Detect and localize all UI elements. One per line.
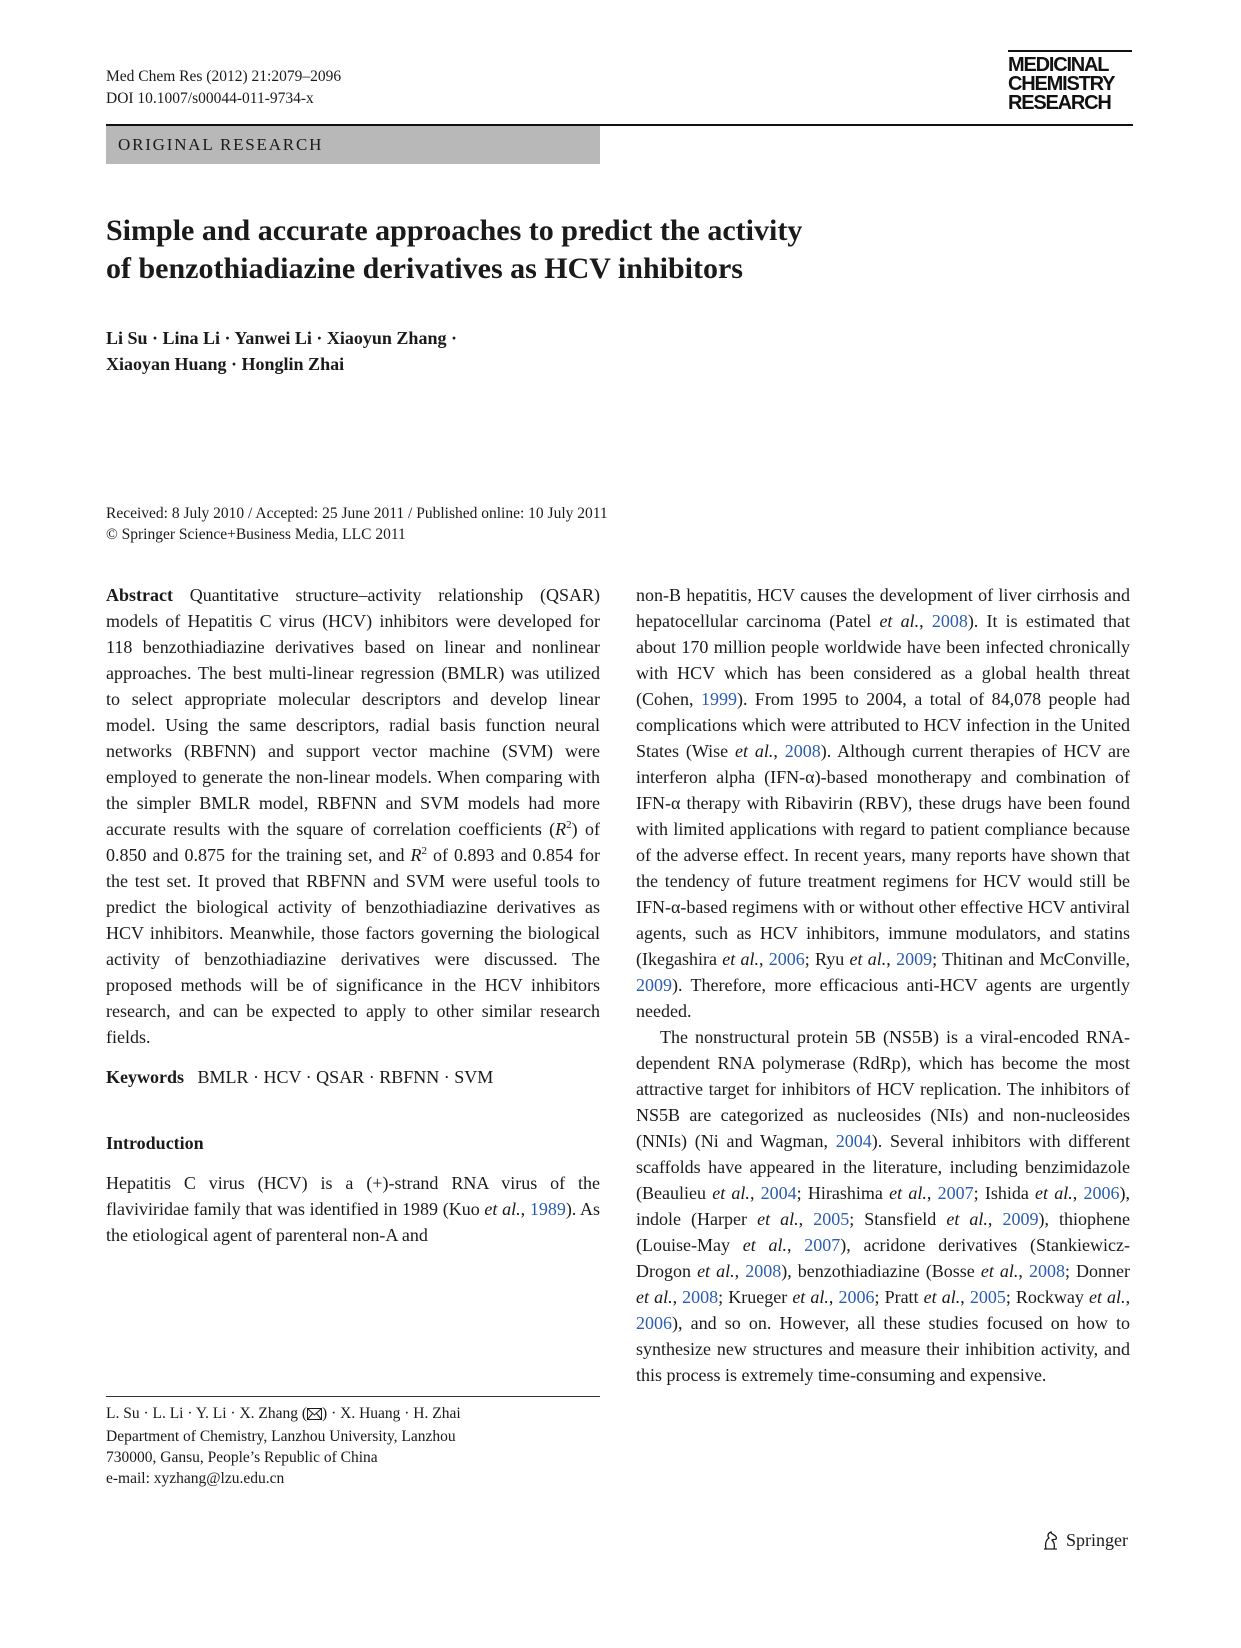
citation-link-pratt[interactable]: 2005 bbox=[969, 1287, 1006, 1307]
introduction-heading: Introduction bbox=[106, 1133, 204, 1153]
footnote-email: e-mail: xyzhang@lzu.edu.cn bbox=[106, 1470, 285, 1487]
rc-p2-j: ; Donner bbox=[1064, 1261, 1131, 1281]
abstract-text-c: of 0.893 and 0.854 for the test set. It proved that RBFNN and SVM were useful tools to predict the biological activity of benzothiadiazine derivatives as HCV inhibitors. Meanwhile, those factors governing the biological activity of benzothiadiazine derivatives were discussed. The proposed methods will be of significance in the HCV inhibitors research, and can be expected to apply to other similar research fields. bbox=[106, 845, 600, 1047]
authors-line-2: Xiaoyan Huang · Honglin Zhai bbox=[106, 354, 345, 374]
footnote-department: Department of Chemistry, Lanzhou University, Lanzhou bbox=[106, 1428, 456, 1445]
etal-14: et al. bbox=[792, 1287, 829, 1307]
logo-line-2: CHEMISTRY bbox=[1008, 73, 1115, 95]
introduction-paragraph: Hepatitis C virus (HCV) is a (+)-strand RNA virus of the flaviviridae family that was identified in 1989 (Kuo et al., 1989). As the etiological agent of parenteral non-A and bbox=[106, 1173, 601, 1245]
etal-3: et al. bbox=[722, 949, 759, 969]
rc-p2-h: ), acridone derivatives (Stankiewicz-Drogon bbox=[636, 1235, 1130, 1281]
logo-line-1: MEDICINAL bbox=[1008, 54, 1109, 76]
citation-link-krueger[interactable]: 2006 bbox=[838, 1287, 875, 1307]
citation-link-kuo[interactable]: 1989 bbox=[529, 1199, 566, 1219]
etal-4: et al. bbox=[849, 949, 887, 969]
citation-link-wise[interactable]: 2008 bbox=[784, 741, 821, 761]
section-label: ORIGINAL RESEARCH bbox=[106, 126, 600, 164]
envelope-icon bbox=[307, 1405, 322, 1426]
citation-link-stankiewicz[interactable]: 2008 bbox=[745, 1261, 782, 1281]
logo-line-3: RESEARCH bbox=[1008, 92, 1111, 114]
rc-p2-n: ), and so on. However, all these studies focused on how to synthesize new structures and measure their inhibition activity, and this process is extremely time-consuming and expensive. bbox=[636, 1313, 1130, 1385]
citation-link-rockway[interactable]: 2006 bbox=[636, 1313, 672, 1333]
etal-11: et al. bbox=[697, 1261, 735, 1281]
intro-text-b: ). As the etiological agent of parenteral non-A and bbox=[106, 1199, 601, 1245]
rc-p1-d: ). Although current therapies of HCV are interferon alpha (IFN-α)-based monotherapy and combination of IFN-α therapy with Ribavirin (RBV), these drugs have been found with limited applications with regard to patient compliance because of the adverse effect. In recent years, many reports have shown that the tendency of future treatment regimens for HCV would still be IFN-α-based regimens with or without other effective HCV antiviral agents, such as HCV inhibitors, immune modulators, and statins (Ikegashira bbox=[636, 741, 1130, 969]
left-column bbox=[106, 582, 600, 1248]
footnote-authors-b: ) · X. Huang · H. Zhai bbox=[322, 1405, 461, 1422]
title-line-2: of benzothiadiazine derivatives as HCV inhibitors bbox=[106, 252, 743, 285]
etal-15: et al. bbox=[923, 1287, 961, 1307]
citation-link-hirashima[interactable]: 2007 bbox=[937, 1183, 974, 1203]
etal-1: et al. bbox=[879, 611, 920, 631]
citation-link-bosse[interactable]: 2008 bbox=[1028, 1261, 1065, 1281]
rc-p2-d: ; Ishida bbox=[973, 1183, 1036, 1203]
publication-dates bbox=[106, 503, 1006, 545]
rc-p2-m: ; Rockway bbox=[1005, 1287, 1089, 1307]
abstract-text-a: Quantitative structure–activity relationship (QSAR) models of Hepatitis C virus (HCV) inhibitors were developed for 118 benzothiadiazine derivatives based on linear and nonlinear approaches. The best multi-linear regression (BMLR) was utilized to select appropriate molecular descriptors and develop linear model. Using the same descriptors, radial basis function neural networks (RBFNN) and support vector machine (SVM) were employed to generate the non-linear models. When comparing with the simpler BMLR model, RBFNN and SVM models had more accurate results with the square of correlation coefficients ( bbox=[106, 585, 600, 839]
rc-p2-c: ; Hirashima bbox=[796, 1183, 890, 1203]
right-paragraph-2: The nonstructural protein 5B (NS5B) is a viral-encoded RNA-dependent RNA polymerase (RdRp), which has become the most attractive target for inhibitors of HCV replication. The inhibitors of NS5B are categorized as nucleosides (NIs) and non-nucleosides (NNIs) (Ni and Wagman, 2004). Several inhibitors with different scaffolds have appeared in the literature, including benzimidazole (Beaulieu et al., 2004; Hirashima et al., 2007; Ishida et al., 2006), indole (Harper et al., 2005; Stansfield et al., 2009), thiophene (Louise-May et al., 2007), acridone derivatives (Stankiewicz-Drogon et al., 2008), benzothiadiazine (Bosse et al., 2008; Donner et al., 2008; Krueger et al., 2006; Pratt et al., 2005; Rockway et al., 2006), and so on. However, all these studies focused on how to synthesize new structures and measure their inhibition activity, and this process is extremely time-consuming and expensive. bbox=[636, 1027, 1131, 1385]
footnote-address: 730000, Gansu, People’s Republic of China bbox=[106, 1449, 378, 1466]
keywords-text: BMLR · HCV · QSAR · RBFNN · SVM bbox=[197, 1067, 494, 1087]
citation-link-ikegashira[interactable]: 2006 bbox=[768, 949, 805, 969]
rc-p2-k: ; Krueger bbox=[718, 1287, 793, 1307]
citation-link-ryu[interactable]: 2009 bbox=[896, 949, 933, 969]
r-superscript: 2 bbox=[566, 819, 572, 831]
r-superscript-2: 2 bbox=[421, 845, 427, 857]
journal-line: Med Chem Res (2012) 21:2079–2096 bbox=[106, 68, 342, 85]
etal-10: et al. bbox=[742, 1235, 788, 1255]
rc-p2-g: ), thiophene (Louise-May bbox=[636, 1209, 1130, 1255]
title-line-1: Simple and accurate approaches to predict the activity bbox=[106, 214, 803, 247]
footnote-authors-a: L. Su · L. Li · Y. Li · X. Zhang ( bbox=[106, 1405, 308, 1422]
keywords-label: Keywords bbox=[106, 1067, 184, 1087]
logo-rule bbox=[1008, 50, 1132, 52]
citation-link-patel[interactable]: 2008 bbox=[931, 611, 968, 631]
etal-2: et al. bbox=[734, 741, 774, 761]
copyright-line: © Springer Science+Business Media, LLC 2011 bbox=[106, 526, 406, 543]
intro-text-a: Hepatitis C virus (HCV) is a (+)-strand RNA virus of the flaviviridae family that was identified in 1989 (Kuo bbox=[106, 1173, 600, 1219]
citation-link-cohen[interactable]: 1999 bbox=[700, 689, 737, 709]
right-column bbox=[636, 582, 1130, 1388]
rc-p1-b: ). It is estimated that about 170 million people worldwide have been infected chronically with HCV which has been considered as a global health threat (Cohen, bbox=[636, 611, 1131, 709]
citation-link-stansfield[interactable]: 2009 bbox=[1002, 1209, 1039, 1229]
publisher-name: Springer bbox=[1066, 1530, 1128, 1550]
author-list bbox=[106, 325, 806, 377]
journal-citation bbox=[106, 66, 341, 110]
doi-line: DOI 10.1007/s00044-011-9734-x bbox=[106, 90, 314, 107]
rc-p2-b: ). Several inhibitors with different scaffolds have appeared in the literature, including benzimidazole (Beaulieu bbox=[636, 1131, 1130, 1203]
citation-link-ni[interactable]: 2004 bbox=[835, 1131, 872, 1151]
publisher-mark bbox=[1042, 1528, 1128, 1552]
rc-p1-c: ). From 1995 to 2004, a total of 84,078 people had complications which were attributed to HCV infection in the United States (Wise bbox=[636, 689, 1130, 761]
rc-p2-f: ; Stansfield bbox=[849, 1209, 947, 1229]
author-affiliation-footnote bbox=[106, 1403, 600, 1489]
abstract-paragraph bbox=[106, 582, 600, 1050]
etal-12: et al. bbox=[980, 1261, 1019, 1281]
etal-16: et al. bbox=[1088, 1287, 1126, 1307]
rc-p2-i: ), benzothiadiazine (Bosse bbox=[781, 1261, 981, 1281]
rc-p1-g: ). Therefore, more efficacious anti-HCV agents are urgently needed. bbox=[636, 975, 1130, 1021]
rc-p2-e: ), indole (Harper bbox=[636, 1183, 1131, 1229]
rc-p2-l: ; Pratt bbox=[874, 1287, 924, 1307]
r-symbol: R bbox=[555, 819, 567, 839]
citation-link-ishida[interactable]: 2006 bbox=[1083, 1183, 1120, 1203]
citation-link-harper[interactable]: 2005 bbox=[813, 1209, 850, 1229]
etal-6: et al. bbox=[889, 1183, 927, 1203]
footnote-rule bbox=[106, 1396, 600, 1397]
etal-5: et al. bbox=[712, 1183, 750, 1203]
rc-p1-e: ; Ryu bbox=[804, 949, 850, 969]
r-symbol-2: R bbox=[410, 845, 422, 865]
paper-title bbox=[106, 212, 1006, 288]
citation-link-thitinan[interactable]: 2009 bbox=[636, 975, 672, 995]
etal-13: et al. bbox=[636, 1287, 673, 1307]
etal-9: et al. bbox=[946, 1209, 988, 1229]
dates-line: Received: 8 July 2010 / Accepted: 25 June 2011 / Published online: 10 July 2011 bbox=[106, 505, 608, 522]
right-paragraph-1: non-B hepatitis, HCV causes the development of liver cirrhosis and hepatocellular carcinoma (Patel et al., 2008). It is estimated that about 170 million people worldwide have been infected chronically with HCV which has been considered as a global health threat (Cohen, 1999). From 1995 to 2004, a total of 84,078 people had complications which were attributed to HCV infection in the United States (Wise et al., 2008). Although current therapies of HCV are interferon alpha (IFN-α)-based monotherapy and combination of IFN-α therapy with Ribavirin (RBV), these drugs have been found with limited applications with regard to patient compliance because of the adverse effect. In recent years, many reports have shown that the tendency of future treatment regimens for HCV would still be IFN-α-based regimens with or without other effective HCV antiviral agents, such as HCV inhibitors, immune modulators, and statins (Ikegashira et al., 2006; Ryu et al., 2009; Thitinan and McConville, 2009). Therefore, more efficacious anti-HCV agents are urgently needed. bbox=[636, 585, 1131, 1021]
keywords-paragraph bbox=[106, 1064, 600, 1090]
journal-logo bbox=[1008, 56, 1132, 113]
rc-p2-a: The nonstructural protein 5B (NS5B) is a viral-encoded RNA-dependent RNA polymerase (RdRp), which has become the most attractive target for inhibitors of HCV replication. The inhibitors of NS5B are categorized as nucleosides (NIs) and non-nucleosides (NNIs) (Ni and Wagman, bbox=[636, 1027, 1130, 1151]
springer-horse-icon bbox=[1042, 1530, 1060, 1550]
abstract-label: Abstract bbox=[106, 585, 173, 605]
citation-link-beaulieu[interactable]: 2004 bbox=[760, 1183, 797, 1203]
intro-etal: et al. bbox=[484, 1199, 521, 1219]
etal-7: et al. bbox=[1035, 1183, 1073, 1203]
rc-p1-a: non-B hepatitis, HCV causes the development of liver cirrhosis and hepatocellular carcinoma (Patel bbox=[636, 585, 1130, 631]
citation-link-louise-may[interactable]: 2007 bbox=[804, 1235, 841, 1255]
authors-line-1: Li Su · Lina Li · Yanwei Li · Xiaoyun Zhang · bbox=[106, 328, 457, 348]
abstract-text-b: ) of 0.850 and 0.875 for the training set, and bbox=[106, 819, 600, 865]
etal-8: et al. bbox=[757, 1209, 799, 1229]
citation-link-donner[interactable]: 2008 bbox=[682, 1287, 719, 1307]
rc-p1-f: ; Thitinan and McConville, bbox=[932, 949, 1130, 969]
footnote-authors bbox=[106, 1403, 600, 1426]
